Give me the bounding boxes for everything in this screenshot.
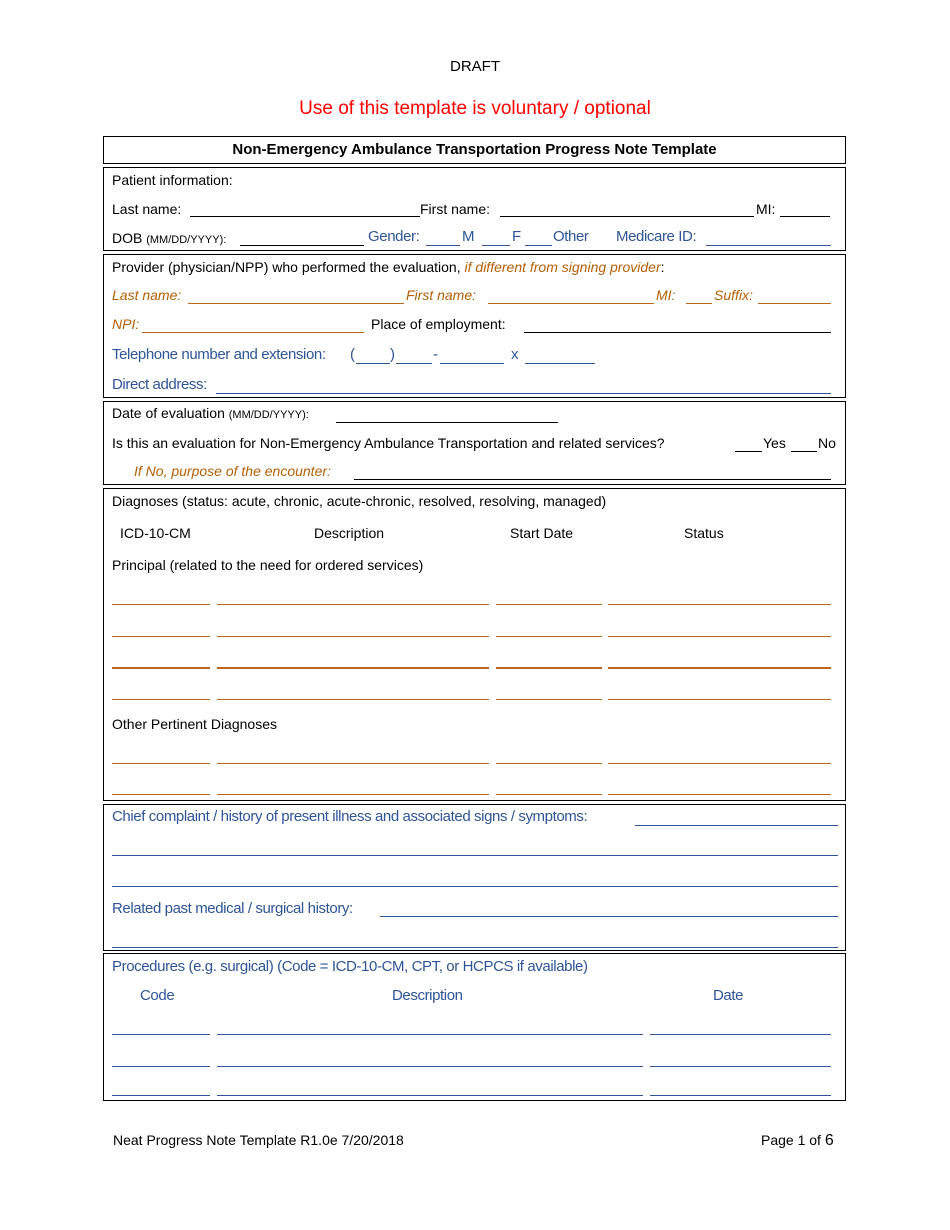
principal-code-field[interactable] (112, 699, 210, 700)
principal-description-field[interactable] (217, 667, 489, 669)
evaluation-yes-option: Yes (763, 435, 786, 451)
npi-field[interactable] (142, 332, 364, 333)
gender-other-blank[interactable] (525, 245, 552, 246)
provider-suffix-label: Suffix: (714, 287, 753, 303)
principal-description-field[interactable] (217, 699, 489, 700)
principal-start-date-field[interactable] (496, 636, 602, 637)
page-title: Non-Emergency Ambulance Transportation Progress Note Template (232, 141, 717, 158)
chief-complaint-field-line[interactable] (112, 886, 838, 887)
npi-label: NPI: (112, 316, 140, 332)
evaluation-date-field[interactable] (336, 422, 558, 423)
telephone-extension-field[interactable] (525, 363, 595, 364)
principal-status-field[interactable] (608, 636, 831, 637)
provider-last-name-label: Last name: (112, 287, 182, 303)
procedure-description-field[interactable] (217, 1095, 643, 1096)
other-code-field[interactable] (112, 763, 210, 764)
other-status-field[interactable] (608, 794, 831, 795)
first-name-label: First name: (420, 201, 491, 217)
last-name-field[interactable] (190, 216, 420, 217)
direct-address-label: Direct address: (112, 376, 207, 393)
title-box (103, 136, 846, 164)
chief-complaint-field-line[interactable] (112, 855, 838, 856)
gender-label: Gender: (368, 228, 420, 245)
telephone-dash: - (433, 346, 438, 363)
procedure-code-field[interactable] (112, 1034, 210, 1035)
procedure-date-field[interactable] (650, 1095, 831, 1096)
telephone-open-paren: ( (350, 346, 355, 363)
principal-status-field[interactable] (608, 604, 831, 605)
dob-field[interactable] (240, 245, 364, 246)
principal-start-date-field[interactable] (496, 699, 602, 700)
procedure-date-field[interactable] (650, 1034, 831, 1035)
evaluation-no-option: No (818, 435, 836, 451)
gender-f-blank[interactable] (482, 245, 510, 246)
last-name-label: Last name: (112, 201, 182, 217)
other-code-field[interactable] (112, 794, 210, 795)
telephone-ext-x: x (511, 346, 519, 363)
diagnoses-col-start-date: Start Date (510, 525, 574, 541)
provider-section (103, 254, 846, 398)
gender-m-option: M (462, 228, 475, 245)
evaluation-question: Is this an evaluation for Non-Emergency Ambulance Transportation and related services? (112, 435, 665, 451)
other-start-date-field[interactable] (496, 763, 602, 764)
other-description-field[interactable] (217, 794, 489, 795)
procedure-date-field[interactable] (650, 1066, 831, 1067)
telephone-prefix-field[interactable] (396, 363, 432, 364)
draft-label: DRAFT (450, 58, 500, 75)
provider-intro: Provider (physician/NPP) who performed the evaluation, if different from signing provider: (112, 259, 665, 275)
direct-address-field[interactable] (216, 393, 831, 394)
principal-label: Principal (related to the need for ordered services) (112, 557, 424, 573)
past-history-label: Related past medical / surgical history: (112, 900, 353, 917)
patient-heading: Patient information: (112, 172, 233, 188)
provider-first-name-label: First name: (406, 287, 477, 303)
procedure-code-field[interactable] (112, 1095, 210, 1096)
diagnoses-col-status: Status (684, 525, 724, 541)
evaluation-no-blank[interactable] (791, 451, 817, 452)
mi-label: MI: (756, 201, 776, 217)
principal-status-field[interactable] (608, 699, 831, 700)
telephone-area-code-field[interactable] (356, 363, 390, 364)
evaluation-yes-blank[interactable] (735, 451, 762, 452)
patient-section (103, 167, 846, 251)
chief-complaint-field[interactable] (635, 825, 838, 826)
procedure-description-field[interactable] (217, 1034, 643, 1035)
diagnoses-col-code: ICD-10-CM (120, 525, 191, 541)
telephone-close-paren: ) (390, 346, 395, 363)
encounter-purpose-field[interactable] (354, 479, 831, 480)
other-diagnoses-label: Other Pertinent Diagnoses (112, 716, 277, 732)
mi-field[interactable] (780, 216, 830, 217)
telephone-label: Telephone number and extension: (112, 346, 326, 363)
procedures-col-code: Code (140, 987, 175, 1004)
encounter-purpose-label: If No, purpose of the encounter: (134, 463, 331, 479)
provider-last-name-field[interactable] (188, 303, 404, 304)
medicare-id-field[interactable] (706, 245, 831, 246)
medicare-id-label: Medicare ID: (616, 228, 697, 245)
procedures-col-description: Description (392, 987, 463, 1004)
chief-complaint-label: Chief complaint / history of present illness and associated signs / symptoms: (112, 808, 588, 825)
other-start-date-field[interactable] (496, 794, 602, 795)
principal-code-field[interactable] (112, 604, 210, 605)
voluntary-notice: Use of this template is voluntary / optional (299, 98, 651, 119)
history-section (103, 804, 846, 951)
evaluation-section (103, 401, 846, 485)
principal-description-field[interactable] (217, 604, 489, 605)
principal-description-field[interactable] (217, 636, 489, 637)
provider-suffix-field[interactable] (758, 303, 831, 304)
employment-label: Place of employment: (371, 316, 506, 332)
first-name-field[interactable] (500, 216, 754, 217)
principal-code-field[interactable] (112, 636, 210, 637)
telephone-number-field[interactable] (440, 363, 504, 364)
diagnoses-section (103, 488, 846, 801)
procedures-col-date: Date (713, 987, 744, 1004)
provider-mi-label: MI: (656, 287, 676, 303)
principal-code-field[interactable] (112, 667, 210, 669)
footer-template-version: Neat Progress Note Template R1.0e 7/20/2018 (113, 1132, 404, 1148)
footer-page-number: Page 1 of 6 (761, 1132, 834, 1149)
principal-start-date-field[interactable] (496, 667, 602, 669)
principal-start-date-field[interactable] (496, 604, 602, 605)
past-history-field[interactable] (380, 916, 838, 917)
past-history-field-line[interactable] (112, 947, 838, 948)
other-status-field[interactable] (608, 763, 831, 764)
other-description-field[interactable] (217, 763, 489, 764)
gender-f-option: F (512, 228, 521, 245)
principal-status-field[interactable] (608, 667, 831, 669)
gender-m-blank[interactable] (426, 245, 460, 246)
procedures-heading: Procedures (e.g. surgical) (Code = ICD-10-CM, CPT, or HCPCS if available) (112, 958, 588, 975)
evaluation-date-label: Date of evaluation (MM/DD/YYYY): (112, 405, 309, 421)
provider-first-name-field[interactable] (488, 303, 654, 304)
diagnoses-col-description: Description (314, 525, 385, 541)
procedure-description-field[interactable] (217, 1066, 643, 1067)
diagnoses-heading: Diagnoses (status: acute, chronic, acute-chronic, resolved, resolving, managed) (112, 493, 607, 509)
procedure-code-field[interactable] (112, 1066, 210, 1067)
gender-other-option: Other (553, 228, 589, 245)
employment-field[interactable] (524, 332, 831, 333)
provider-mi-field[interactable] (686, 303, 712, 304)
procedures-section (103, 953, 846, 1101)
dob-label: DOB (MM/DD/YYYY): (112, 230, 227, 246)
